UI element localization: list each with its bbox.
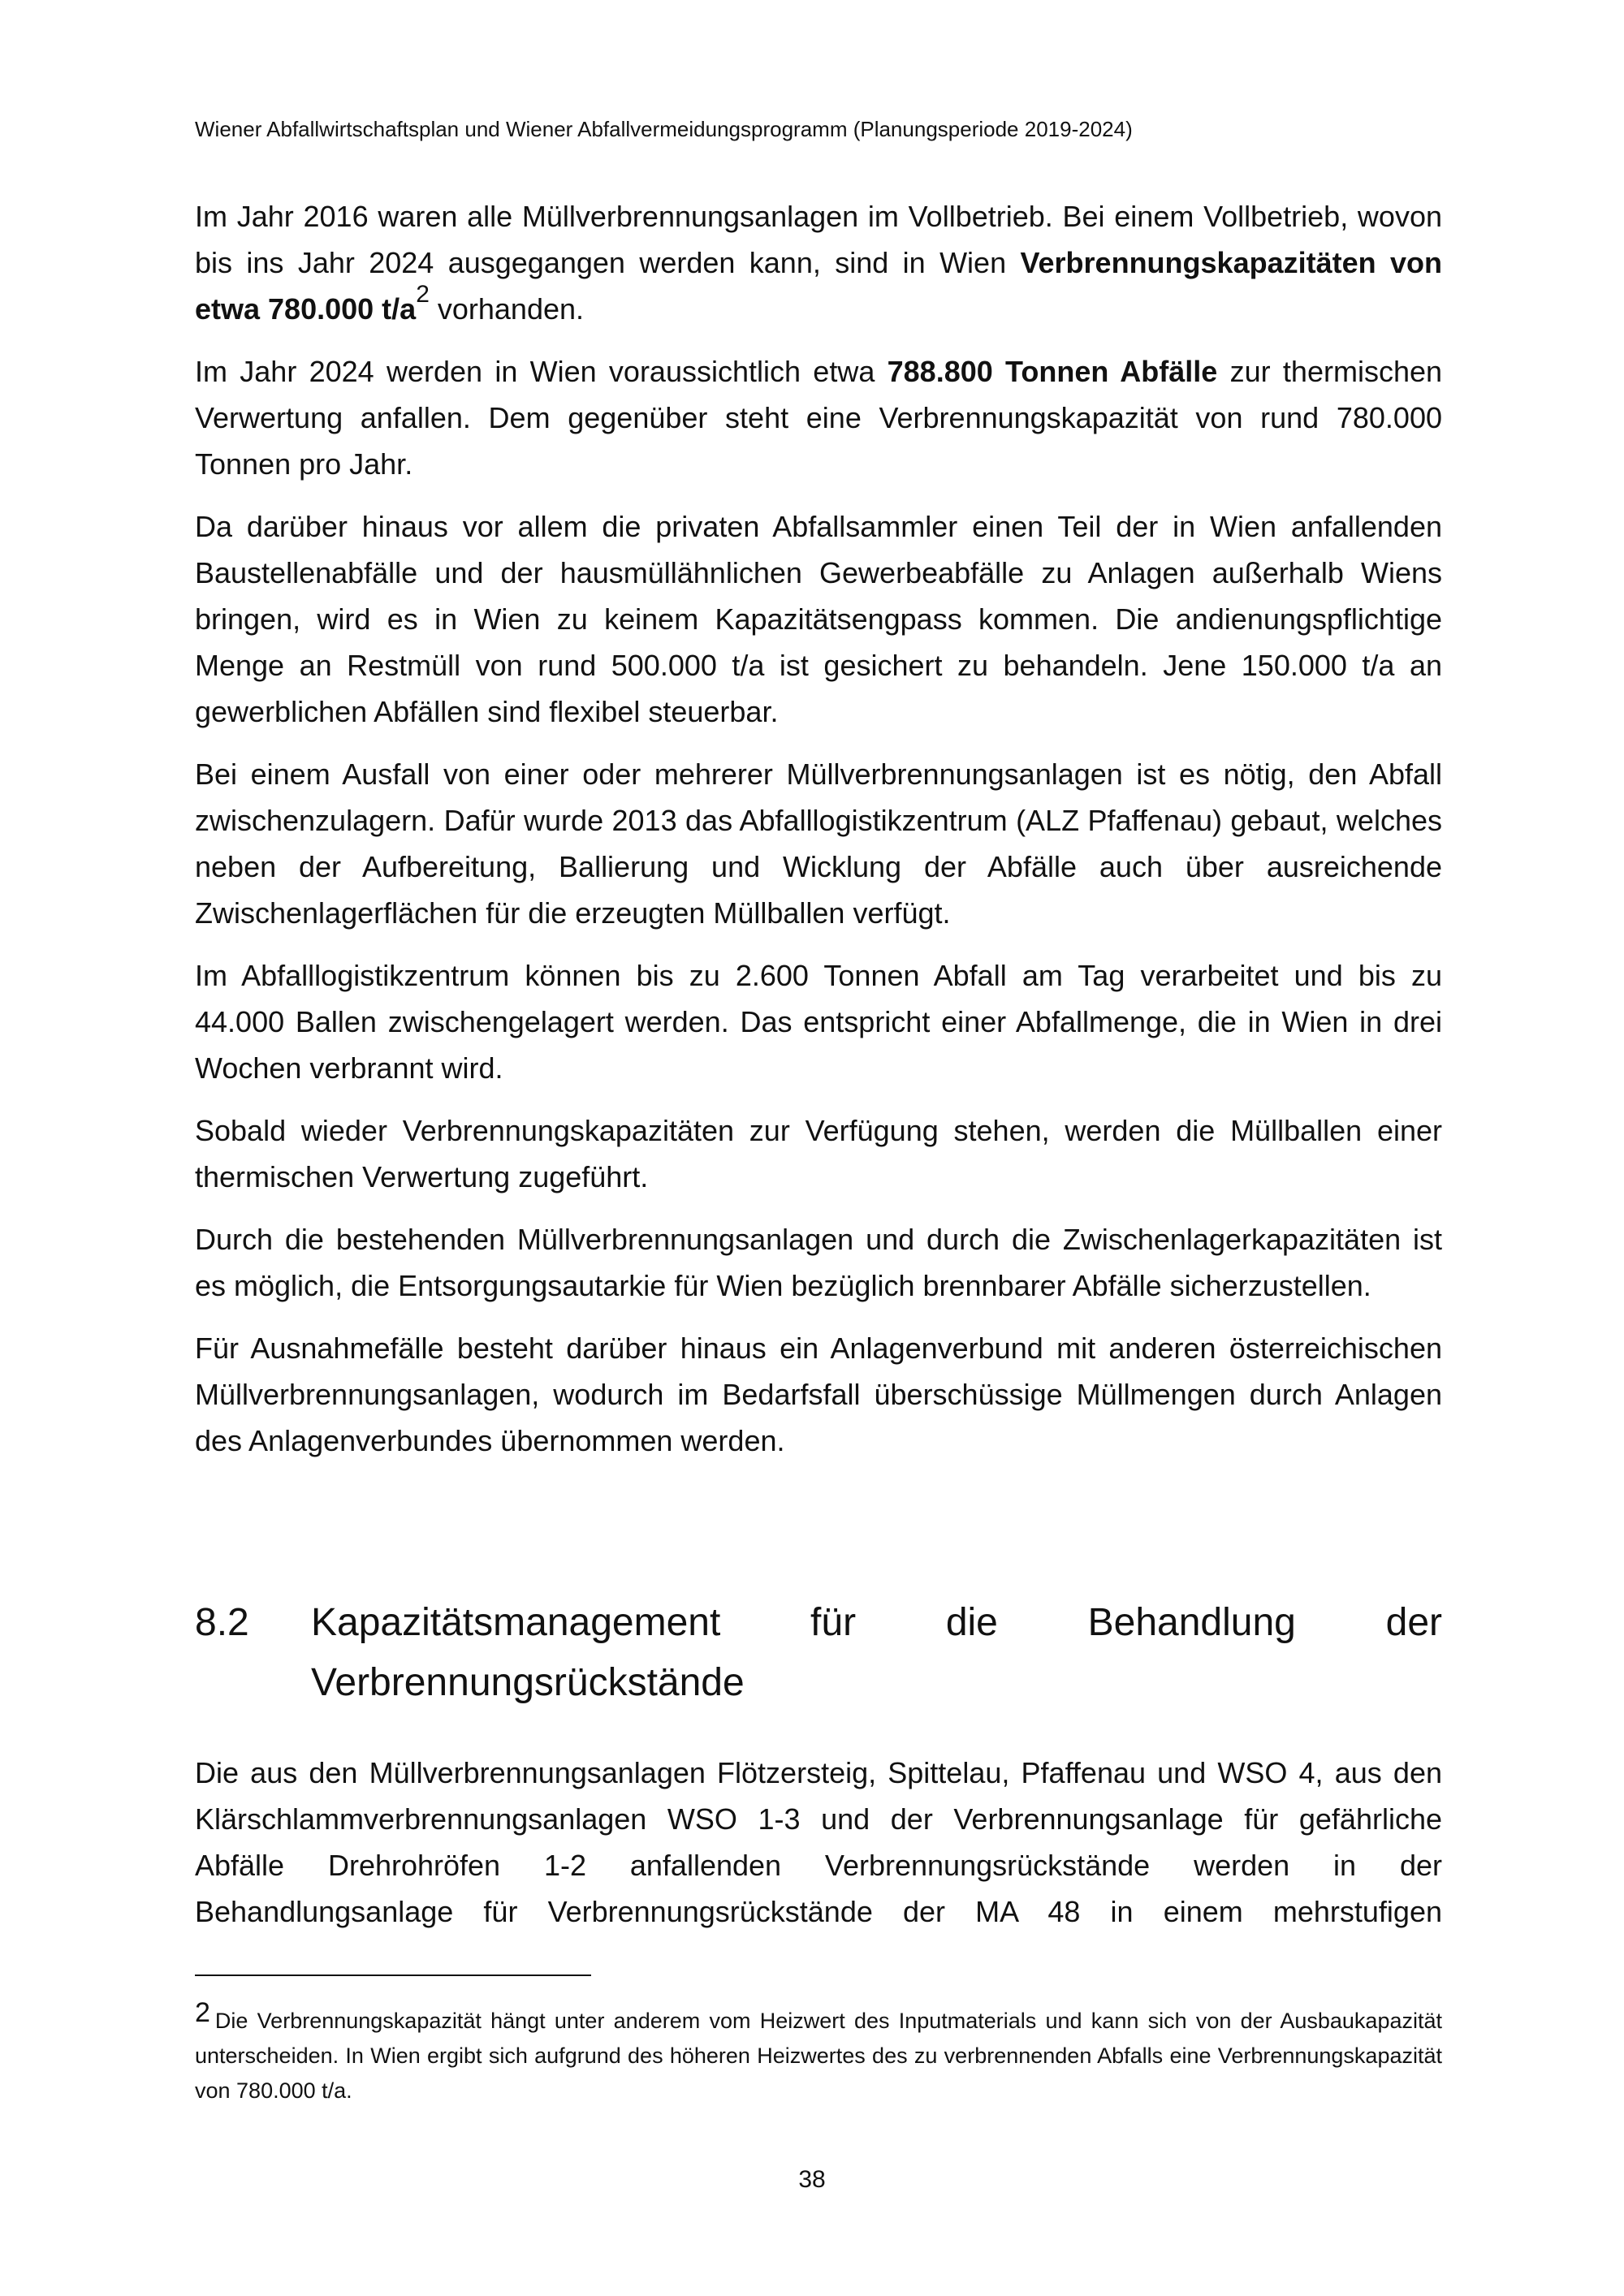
footnote-divider [195,1974,591,1976]
running-header: Wiener Abfallwirtschaftsplan und Wiener Abfallvermeidungsprogramm (Planungsperiode 2019-2024) [195,117,1133,141]
paragraph: Die aus den Müllverbrennungsanlagen Flötzersteig, Spittelau, Pfaffenau und WSO 4, aus den Klärschlammverbrennungsanlagen WSO 1-3 und der Verbrennungsanlage für gefährliche Abfälle Drehrohröfen 1-2 anfallenden Verbrennungsrückstände werden in der Behandlungsanlage für Verbrennungsrückstände der MA 48 in einem mehrstufigen [195,1756,1442,1928]
footnote-mark: 2 [195,1997,210,2028]
paragraph: Durch die bestehenden Müllverbrennungsanlagen und durch die Zwischenlagerkapazitäten ist es möglich, die Entsorgungsautarkie für Wien bezüglich brennbarer Abfälle sicherzustellen. [195,1223,1442,1302]
paragraph: Sobald wieder Verbrennungskapazitäten zur Verfügung stehen, werden die Müllballen einer thermischen Verwertung zugeführt. [195,1114,1442,1193]
paragraph: Für Ausnahmefälle besteht darüber hinaus ein Anlagenverbund mit anderen österreichischen Müllverbrennungsanlagen, wodurch im Bedarfsfall überschüssige Müllmengen durch Anlagen des Anlagenverbundes übernommen werden. [195,1331,1442,1457]
footnote-text: Die Verbrennungskapazität hängt unter anderem vom Heizwert des Inputmaterials und kann sich von der Ausbaukapazität unterscheiden. In Wien ergibt sich aufgrund des höheren Heizwertes des zu verbrennenden Abfalls eine Verbrennungskapazität von 780.000 t/a. [195,2009,1442,2103]
bold-phrase: 788.800 Tonnen Abfälle [887,355,1218,388]
section-heading [195,1593,1442,1713]
page-number: 38 [798,2166,826,2193]
paragraph: Im Jahr 2024 werden in Wien voraussichtlich etwa 788.800 Tonnen Abfälle zur thermischen Verwertung anfallen. Dem gegenüber steht eine Verbrennungskapazität von rund 780.000 Tonnen pro Jahr. [195,355,1443,481]
bold-phrase: Verbrennungskapazitäten von etwa 780.000 t/a [195,246,1443,326]
section-number: 8.2 [195,1601,249,1644]
section-body [195,1750,1442,1935]
footnote [195,1997,1442,2108]
body-text [195,193,1442,1480]
section-title: Kapazitätsmanagement für die Behandlung der Verbrennungsrückstände [311,1601,1442,1704]
footnote-reference[interactable]: 2 [416,281,430,308]
paragraph: Im Jahr 2016 waren alle Müllverbrennungsanlagen im Vollbetrieb. Bei einem Vollbetrieb, wovon bis ins Jahr 2024 ausgegangen werden kann, sind in Wien Verbrennungskapazitäten von etwa 780.000 t/a$^2$ vorhanden. [195,200,1443,326]
paragraph: Da darüber hinaus vor allem die privaten Abfallsammler einen Teil der in Wien anfallenden Baustellenabfälle und der hausmüllähnlichen Gewerbeabfälle zu Anlagen außerhalb Wiens bringen, wird es in Wien zu keinem Kapazitätsengpass kommen. Die andienungspflichtige Menge an Restmüll von rund 500.000 t/a ist gesichert zu behandeln. Jene 150.000 t/a an gewerblichen Abfällen sind flexibel steuerbar. [195,510,1442,728]
paragraph: Im Abfalllogistikzentrum können bis zu 2.600 Tonnen Abfall am Tag verarbeitet und bis zu 44.000 Ballen zwischengelagert werden. Das entspricht einer Abfallmenge, die in Wien in drei Wochen verbrannt wird. [195,959,1442,1085]
paragraph: Bei einem Ausfall von einer oder mehrerer Müllverbrennungsanlagen ist es nötig, den Abfall zwischenzulagern. Dafür wurde 2013 das Abfalllogistikzentrum (ALZ Pfaffenau) gebaut, welches neben der Aufbereitung, Ballierung und Wicklung der Abfälle auch über ausreichende Zwischenlagerflächen für die erzeugten Müllballen verfügt. [195,757,1442,930]
